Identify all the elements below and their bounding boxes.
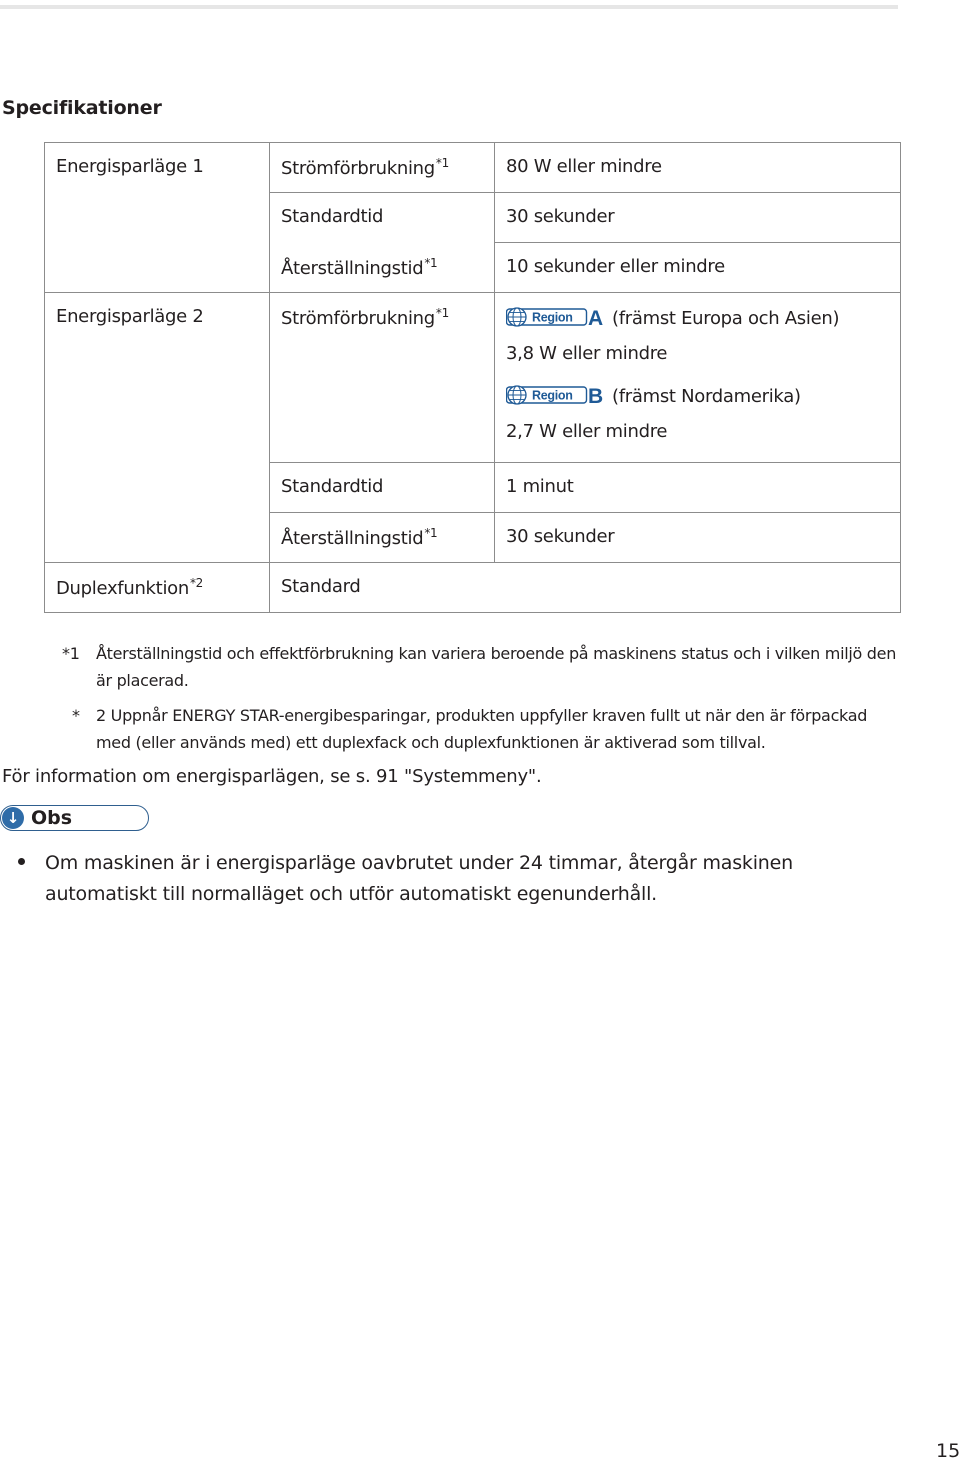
mode2-label-cell xyxy=(45,293,270,563)
table-cell xyxy=(495,463,901,513)
standard-time-value: 1 minut xyxy=(506,476,574,497)
region-letter: A xyxy=(588,307,603,328)
table-cell xyxy=(495,513,901,563)
page-number: 15 xyxy=(936,1440,960,1462)
table-cell xyxy=(270,243,495,293)
table-cell xyxy=(495,143,901,193)
table-row xyxy=(45,143,901,193)
footnote-1 xyxy=(0,640,900,694)
region-a-value: 3,8 W eller mindre xyxy=(506,343,668,364)
footnotes xyxy=(0,640,900,756)
region-b-value: 2,7 W eller mindre xyxy=(506,421,668,442)
footnote-2 xyxy=(0,702,900,756)
globe-region-b-icon xyxy=(506,384,604,406)
mode2-label: Energisparläge 2 xyxy=(56,306,204,327)
region-b-badge xyxy=(506,384,604,410)
standard-time-label: Standardtid xyxy=(281,476,384,497)
table-cell xyxy=(495,193,901,243)
footnote-mark: * xyxy=(72,706,80,725)
globe-region-a-icon xyxy=(506,306,604,328)
footnote-ref: *1 xyxy=(424,526,438,540)
footnote-mark: *1 xyxy=(62,644,80,663)
bullet-icon xyxy=(18,858,25,865)
power-value: 80 W eller mindre xyxy=(506,156,662,177)
footnote-text: Återställningstid och effektförbrukning kan variera beroende på maskinens status och i vilken miljö den är placerad. xyxy=(96,644,897,690)
obs-bullet-text: Om maskinen är i energisparläge oavbrutet under 24 timmar, återgår maskinen automatiskt till normalläget och utför automatiskt egenunderhåll. xyxy=(45,852,793,905)
recovery-time-value: 10 sekunder eller mindre xyxy=(506,256,725,277)
standard-time-label: Standardtid xyxy=(281,206,384,227)
obs-label-box xyxy=(0,805,149,831)
table-cell xyxy=(270,463,495,513)
footnote-ref: *1 xyxy=(435,156,449,170)
duplex-label-cell xyxy=(45,563,270,613)
table-cell xyxy=(270,563,901,613)
table-cell xyxy=(270,513,495,563)
info-text: För information om energisparlägen, se s. 91 "Systemmeny". xyxy=(2,766,542,787)
header-rule xyxy=(0,5,898,9)
table-row xyxy=(45,563,901,613)
specifications-table xyxy=(44,142,901,613)
table-cell xyxy=(270,293,495,463)
down-arrow-icon: ↓ xyxy=(2,807,24,829)
region-a-line xyxy=(506,306,890,345)
table-row xyxy=(45,293,901,463)
region-a-badge xyxy=(506,306,604,332)
power-label: Strömförbrukning xyxy=(281,308,435,329)
region-b-text: (främst Nordamerika) xyxy=(612,386,801,407)
table-cell xyxy=(495,293,901,463)
power-label: Strömförbrukning xyxy=(281,158,435,179)
footnote-ref: *1 xyxy=(435,306,449,320)
region-b-line xyxy=(506,384,890,423)
mode1-label: Energisparläge 1 xyxy=(56,156,204,177)
region-letter: B xyxy=(588,385,603,406)
table-cell xyxy=(270,143,495,193)
mode1-label-cell xyxy=(45,143,270,293)
table-cell xyxy=(495,243,901,293)
obs-label: Obs xyxy=(31,807,73,829)
footnote-ref: *1 xyxy=(424,255,438,270)
duplex-value: Standard xyxy=(281,576,361,597)
region-label: Region xyxy=(532,310,573,325)
recovery-time-label: Återställningstid xyxy=(281,528,424,549)
footnote-text: 2 Uppnår ENERGY STAR-energibesparingar, produkten uppfyller kraven fullt ut när den är förpackad med (eller används med) ett duplexfack och duplexfunktionen är aktiverad som tillval. xyxy=(96,706,868,752)
table-cell xyxy=(270,193,495,243)
duplex-label: Duplexfunktion xyxy=(56,578,189,599)
region-a-text: (främst Europa och Asien) xyxy=(612,308,840,329)
recovery-time-value: 30 sekunder xyxy=(506,526,615,547)
standard-time-value: 30 sekunder xyxy=(506,206,615,227)
footnote-ref: *2 xyxy=(189,576,204,590)
region-label: Region xyxy=(532,388,573,403)
section-heading: Specifikationer xyxy=(2,97,162,119)
recovery-time-label: Återställningstid xyxy=(281,257,424,279)
